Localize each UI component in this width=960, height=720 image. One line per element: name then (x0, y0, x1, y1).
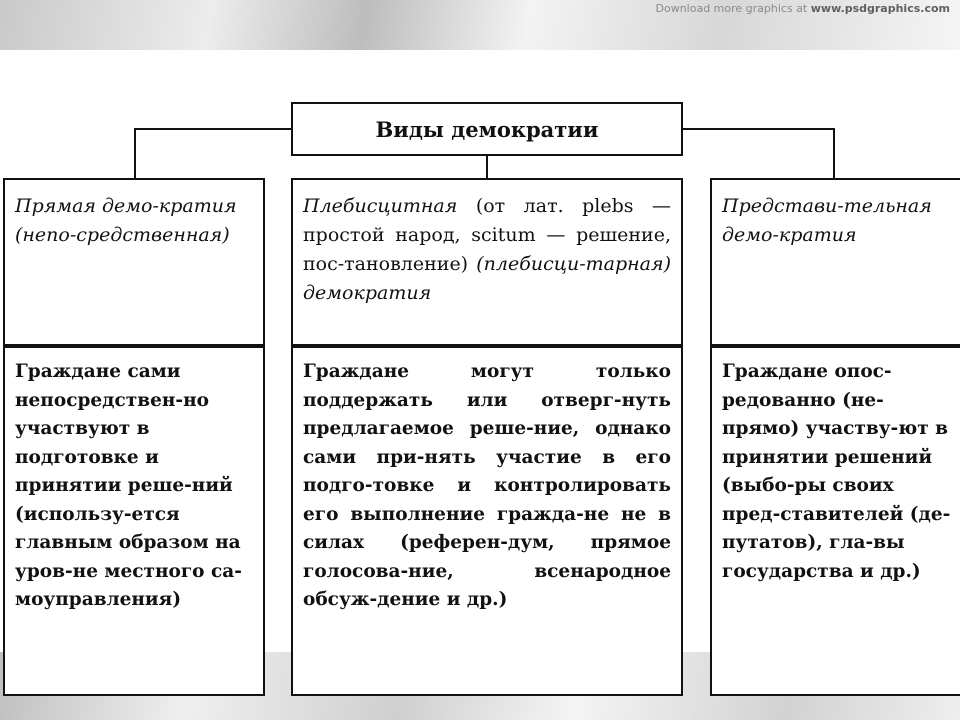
type-header-direct (3, 178, 265, 346)
connector-center-down (486, 156, 488, 178)
type-body-direct-text: Граждане сами непосредствен-но участвуют в подготовке и принятии реше-ний (использу-ется главным образом на уров-не местного са-моуправления) (15, 361, 242, 610)
type-body-representative-text: Граждане опос-редованно (не-прямо) участву-ют в принятии решений (выбо-ры своих пред-ставителей (де-путатов), гла-вы государства и др.) (722, 361, 951, 582)
type-body-plebiscite (291, 346, 683, 696)
type-header-direct-text: Прямая демо-кратия (непо-средственная) (15, 195, 237, 246)
type-body-direct (3, 346, 265, 696)
connector-horizontal-right (683, 128, 835, 130)
type-body-representative (710, 346, 960, 696)
connector-left-down (134, 128, 136, 178)
type-header-plebiscite-etymology: (от лат. plebs — простой народ, scitum — решение, пос-тановление) (303, 195, 671, 275)
type-header-plebiscite-italic2: (плебисци-тарная) демократия (303, 253, 671, 304)
type-header-plebiscite (291, 178, 683, 346)
type-body-plebiscite-text: Граждане могут только поддержать или отверг-нуть предлагаемое реше-ние, однако сами при-нять участие в его подго-товке и контролировать его выполнение гражда-не не в силах (референ-дум, прямое голосова-ние, всенародное обсуж-дение и др.) (303, 361, 671, 610)
type-header-representative-text: Представи-тельная демо-кратия (722, 195, 932, 246)
diagram-slide (0, 50, 960, 652)
diagram-title: Виды демократии (291, 102, 683, 156)
connector-horizontal (134, 128, 291, 130)
type-header-representative (710, 178, 960, 346)
watermark: Download more graphics at www.psdgraphics.com (655, 2, 950, 15)
connector-right-down (833, 128, 835, 178)
type-header-plebiscite-italic: Плебисцитная (303, 195, 458, 217)
